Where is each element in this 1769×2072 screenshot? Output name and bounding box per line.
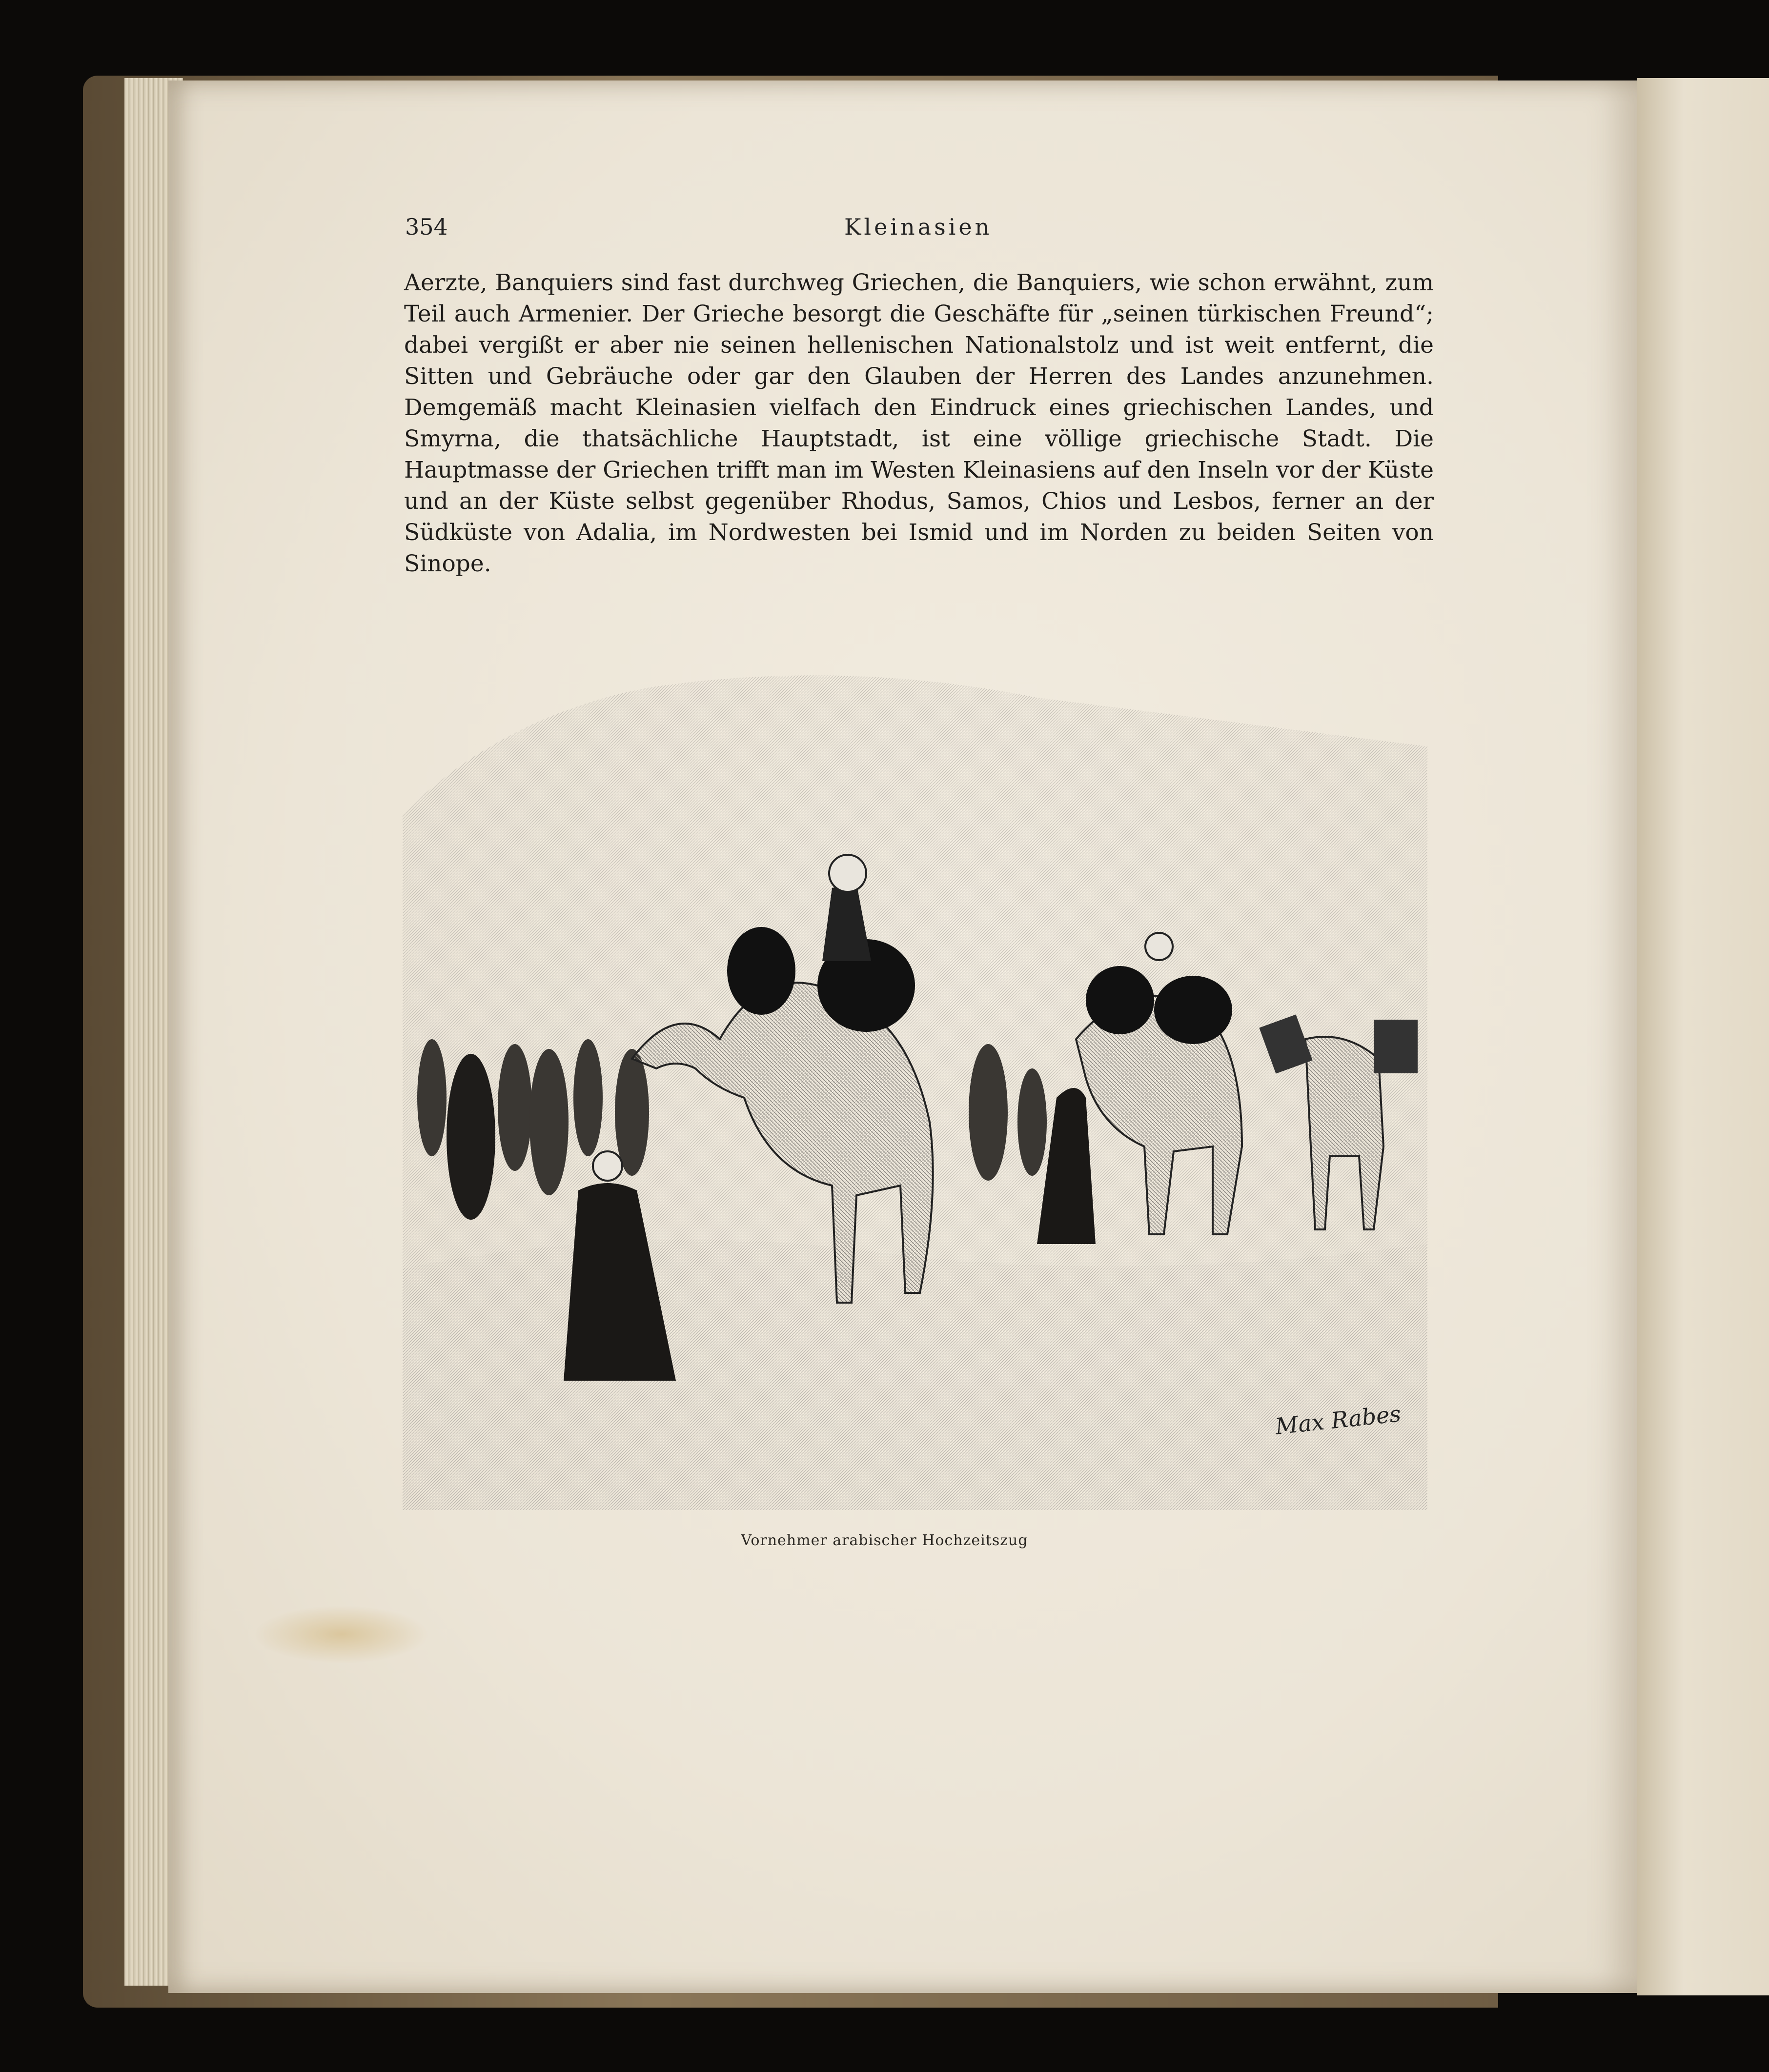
engraving-illustration	[403, 659, 1427, 1510]
running-title: Kleinasien	[844, 214, 993, 240]
page-number: 354	[405, 214, 448, 240]
artist-signature: Max Rabes	[1274, 1400, 1403, 1440]
figure-caption: Vornehmer arabischer Hochzeitszug	[741, 1532, 1028, 1549]
right-page-edge	[1637, 78, 1769, 1995]
body-paragraph: Aerzte, Banquiers sind fast durchweg Griechen, die Banquiers, wie schon erwähnt, zum Teil auch Armenier. Der Grieche besorgt die Geschäfte für „seinen türkischen Freund“; dabei vergißt er aber nie seinen hellenischen Nationalstolz und ist weit entfernt, die Sitten und Gebräuche oder gar den Glauben der Herren des Landes anzunehmen. Demgemäß macht Kleinasien vielfach den Eindruck eines griechischen Landes, und Smyrna, die thatsächliche Hauptstadt, ist eine völlige griechische Stadt. Die Hauptmasse der Griechen trifft man im Westen Kleinasiens auf den Inseln vor der Küste und an der Küste selbst gegenüber Rhodus, Samos, Chios und Lesbos, ferner an der Südküste von Adalia, im Nordwesten bei Ismid und im Norden zu beiden Seiten von Sinope.	[404, 269, 1434, 577]
paper-stain	[254, 1605, 429, 1664]
